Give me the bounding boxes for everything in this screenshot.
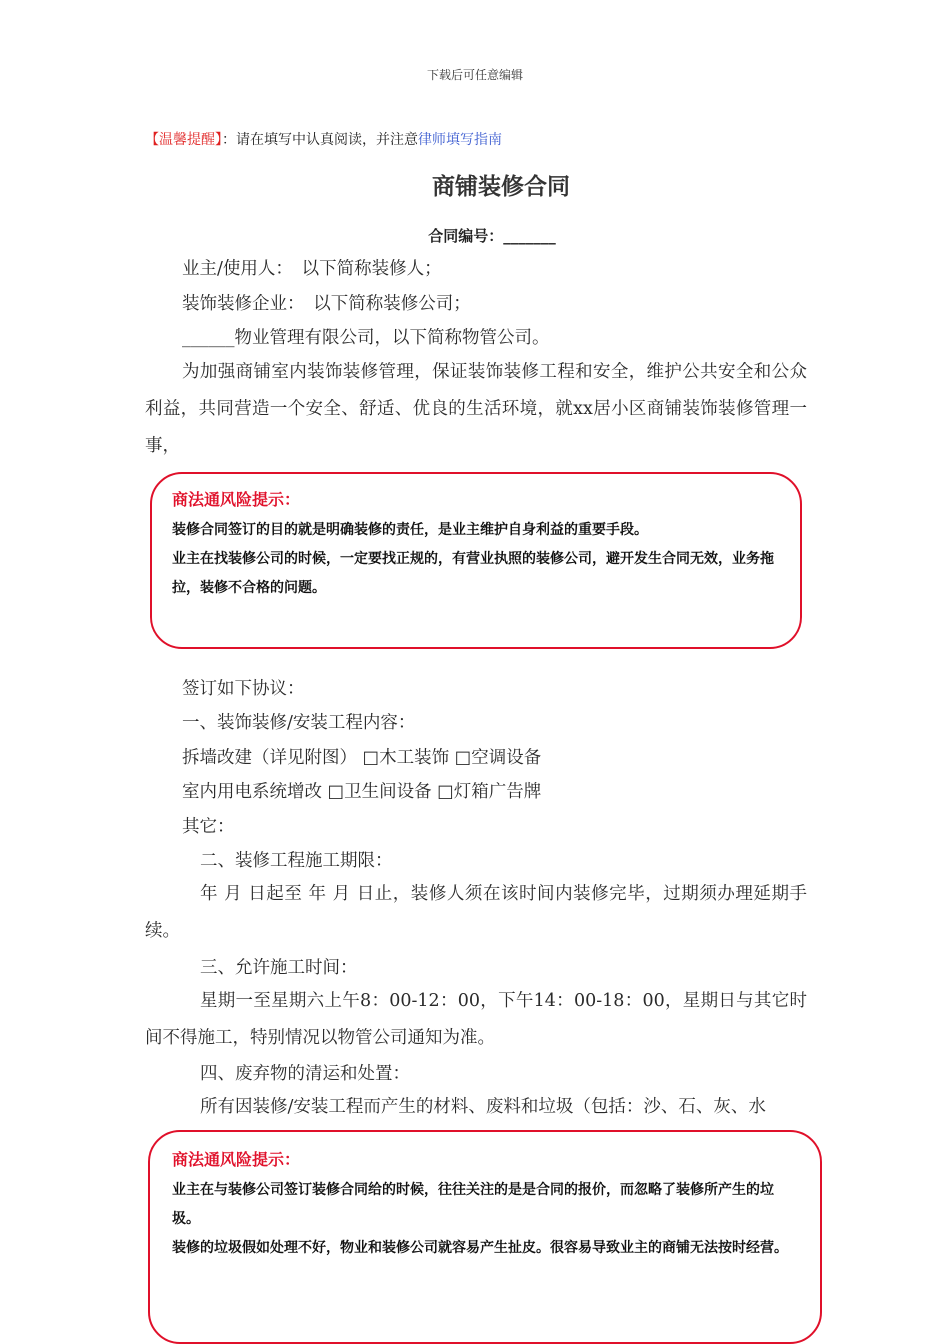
risk-box-1: [150, 472, 802, 649]
work-items-other: 其它：: [182, 817, 235, 837]
document-title: 商铺装修合同: [432, 174, 570, 200]
risk-title: 商法通风险提示：: [172, 1150, 301, 1169]
party-owner: 业主/使用人： 以下简称装修人；: [182, 259, 442, 279]
section-3-heading: 三、允许施工时间：: [200, 958, 358, 978]
risk-title: 商法通风险提示：: [172, 490, 301, 509]
section-3-text: 星期一至星期六上午8：00-12：00，下午14：00-18：00，星期日与其它时间不得施工，特别情况以物管公司通知为准。: [145, 991, 807, 1048]
reminder-body: ：请在填写中认真阅读，并注意: [222, 132, 418, 148]
lawyer-guide-link[interactable]: 律师填写指南: [418, 132, 502, 148]
section-1-heading: 一、装饰装修/安装工程内容：: [182, 713, 416, 733]
party-decoration-company: 装饰装修企业： 以下简称装修公司；: [182, 294, 471, 314]
reminder-prefix: 【温馨提醒】: [145, 132, 222, 148]
agreement-intro: 签订如下协议：: [182, 679, 305, 699]
work-items-row-1: 拆墙改建（详见附图） □木工装饰 □空调设备: [182, 748, 542, 768]
intro-paragraph: 为加强商铺室内装饰装修管理，保证装饰装修工程和安全，维护公共安全和公众利益，共同营造一个安全、舒适、优良的生活环境，就xx居小区商铺装饰装修管理一事，: [145, 362, 807, 456]
party-property-management: ______物业管理有限公司，以下简称物管公司。: [182, 328, 550, 348]
header-note: 下载后可任意编辑: [426, 68, 523, 82]
section-2-heading: 二、装修工程施工期限：: [200, 851, 393, 871]
contract-number: 合同编号：_______: [428, 227, 556, 245]
risk-text: 装修合同签订的目的就是明确装修的责任，是业主维护自身利益的重要手段。: [172, 522, 648, 538]
reminder-line: [145, 129, 502, 149]
section-4-heading: 四、废弃物的清运和处置：: [200, 1064, 410, 1084]
risk-text: 业主在与装修公司签订装修合同给的时候，往往关注的是是合同的报价，而忽略了装修所产生的垃圾。: [172, 1182, 774, 1227]
work-items-row-2: 室内用电系统增改 □卫生间设备 □灯箱广告牌: [182, 782, 542, 802]
risk-text: 业主在找装修公司的时候，一定要找正规的，有营业执照的装修公司，避开发生合同无效，业务拖拉，装修不合格的问题。: [172, 551, 774, 596]
risk-text: 装修的垃圾假如处理不好，物业和装修公司就容易产生扯皮。很容易导致业主的商铺无法按时经营。: [172, 1240, 788, 1256]
section-2-text: 年 月 日起至 年 月 日止，装修人须在该时间内装修完毕，过期须办理延期手续。: [145, 884, 807, 941]
risk-box-2: [148, 1130, 822, 1344]
section-4-text: 所有因装修/安装工程而产生的材料、废料和垃圾（包括：沙、石、灰、水: [200, 1097, 766, 1117]
